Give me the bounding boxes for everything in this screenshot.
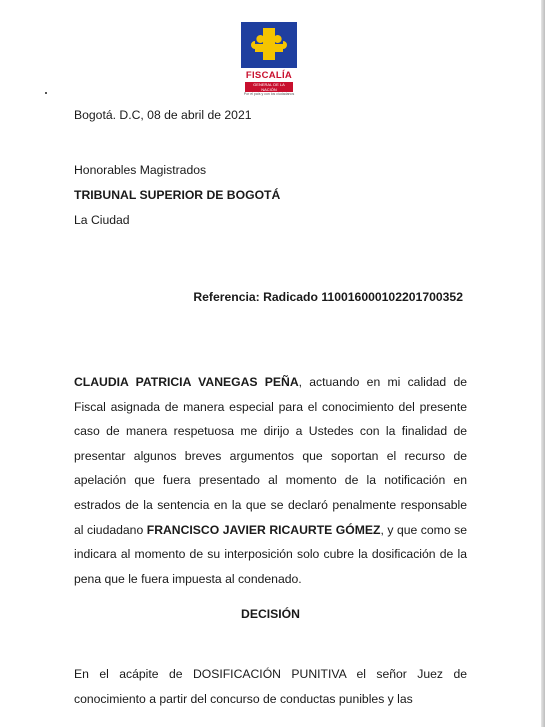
defendant-name: FRANCISCO JAVIER RICAURTE GÓMEZ xyxy=(146,522,381,537)
logo-emblem xyxy=(241,22,297,68)
paragraph-intro-text-a: , actuando en mi calidad de Fiscal asignada de manera especial para el conocimiento del presente caso de manera respetuosa me dirijo a Ustedes con la finalidad de presentar algunos breves argumentos que soportan el recurso de apelación que fuera presentado al momento de la notificación en estrados de la sentencia en la que se declaró penalmente responsable al ciudadano xyxy=(74,375,467,537)
puzzle-piece-icon xyxy=(241,22,297,68)
fiscalia-logo xyxy=(241,22,297,96)
page-edge-shadow xyxy=(541,0,545,727)
page-mark xyxy=(45,92,47,94)
paragraph-intro xyxy=(74,370,467,591)
recipient: TRIBUNAL SUPERIOR DE BOGOTÁ xyxy=(74,188,281,202)
section-title: DECISIÓN xyxy=(241,607,300,621)
paragraph-intro-text-b: , y que como se indicara al momento de su interposición solo cubre la dosificación de la pena que le fuera impuesta al condenado. xyxy=(74,522,467,586)
author-name: CLAUDIA PATRICIA VANEGAS PEÑA xyxy=(74,375,299,389)
paragraph-decision-text: En el acápite de DOSIFICACIÓN PUNITIVA el señor Juez de conocimiento a partir del concurso de conductas punibles y las xyxy=(74,667,467,706)
paragraph-decision xyxy=(74,662,467,711)
city: La Ciudad xyxy=(74,213,130,227)
reference: Referencia: Radicado 11001600010220170035​2 xyxy=(193,290,463,304)
letter-date: Bogotá. D.C, 08 de abril de 2021 xyxy=(74,108,252,122)
salutation: Honorables Magistrados xyxy=(74,163,207,177)
logo-name: FISCALÍA xyxy=(245,70,293,81)
logo-motto: Por el país y con los ciudadanos xyxy=(243,92,295,96)
logo-subtitle: GENERAL DE LA NACIÓN xyxy=(245,82,293,92)
